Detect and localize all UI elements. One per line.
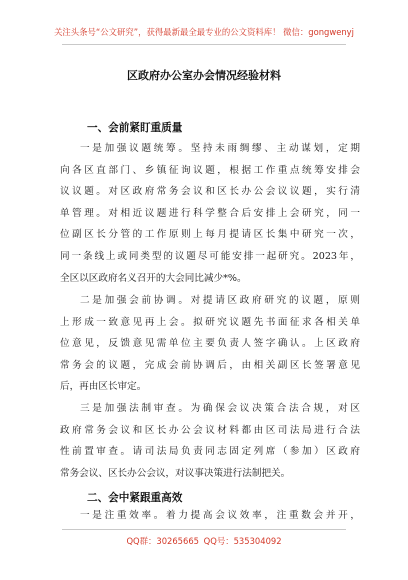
- text-line: 上形成一致意见再上会。拟研究议题先书面征求各相关单: [60, 316, 360, 328]
- text-line: 向各区直部门、乡镇征询议题，根据工作重点统筹安排会: [60, 164, 360, 176]
- text-line: 单管理。对相近议题进行科学整合后安排上会研究，同一: [60, 207, 360, 219]
- text-line: 性前置审查。请司法局负责同志固定列席（参加）区政府: [60, 446, 360, 458]
- paragraph-topic-coordination: [60, 138, 360, 289]
- footer-divider: [62, 529, 346, 530]
- section-heading-during-meeting: 二、会中紧跟重高效: [87, 492, 183, 504]
- text-line: 常务会议、区长办公会议，对议事决策进行法制把关。: [60, 467, 291, 479]
- footer-contact: QQ群：30265665 QQ号：535304092: [126, 536, 282, 546]
- section-heading-before-meeting: 一、会前紧盯重质量: [87, 122, 183, 134]
- paragraph-pre-meeting-coordination: [60, 290, 360, 398]
- text-line: 后，再由区长审定。: [60, 381, 147, 393]
- text-line: 位意见，反馈意见需单位主要负责人签字确认。上区政府: [60, 338, 360, 350]
- text-line: 同一条线上或同类型的议题尽可能安排一起研究。2023年，: [60, 250, 360, 262]
- paragraph-legal-review: [60, 398, 360, 484]
- text-line: 位副区长分管的工作原则上每月提请区长集中研究一次，: [60, 229, 360, 241]
- text-line: 常务会的议题，完成会前协调后，由相关副区长签署意见: [60, 359, 360, 371]
- text-line: 一是注重效率。着力提高会议效率，注重数会并开，: [80, 510, 360, 521]
- document-title: 区政府办公室办会情况经验材料: [127, 69, 281, 82]
- text-line: 一是加强议题统筹。坚持未雨绸缪、主动谋划，定期: [80, 143, 360, 154]
- text-line: 二是加强会前协调。对提请区政府研究的议题，原则: [80, 295, 360, 306]
- paragraph-efficiency: [60, 505, 360, 527]
- text-line: 三是加强法制审查。为确保会议决策合法合规，对区: [80, 403, 360, 414]
- text-line: 议议题。对区政府常务会议和区长办公会议议题，实行清: [60, 186, 360, 198]
- header-banner: 关注头条号“公文研究”，获得最新最全最专业的公文资料库！ 微信：gongwenyj: [54, 27, 354, 37]
- text-line: 全区以区政府名义召开的大会同比减少*%。: [60, 272, 247, 284]
- header-divider: [62, 44, 346, 45]
- text-line: 政府常务会议和区长办公会议材料都由区司法局进行合法: [60, 424, 360, 436]
